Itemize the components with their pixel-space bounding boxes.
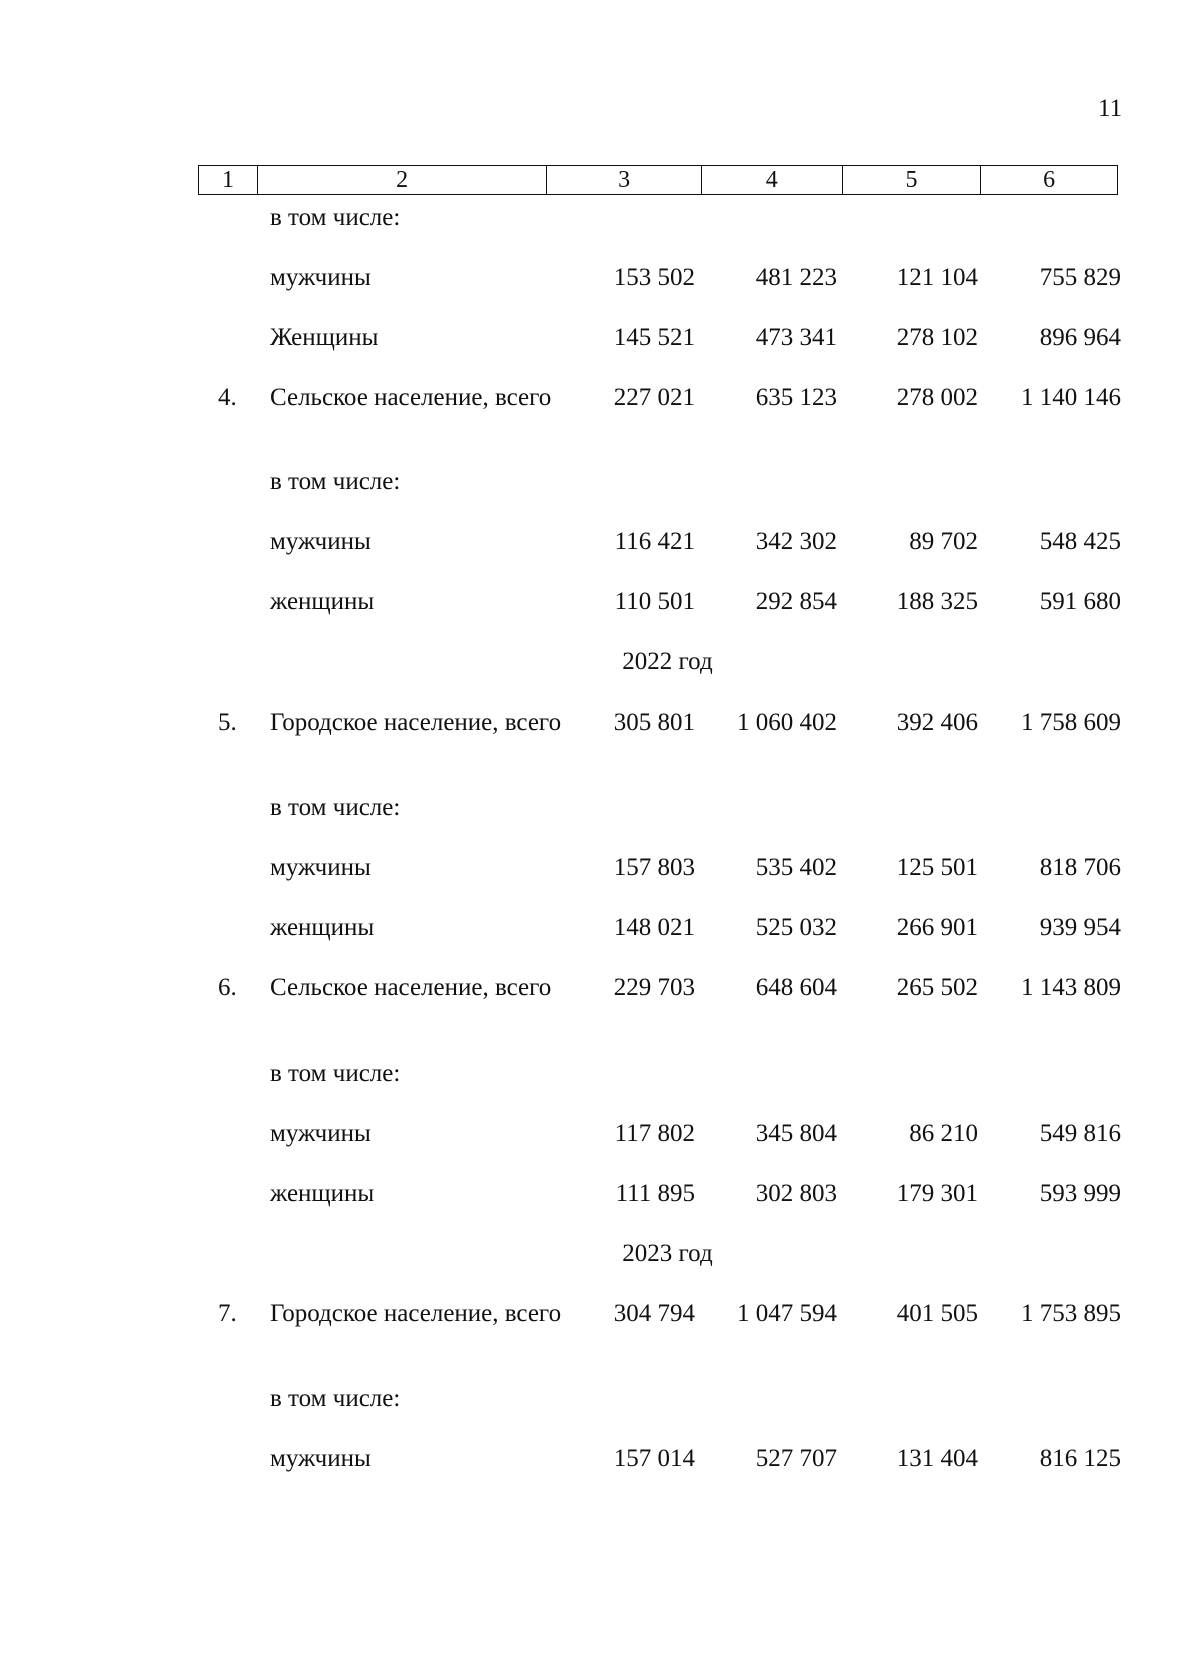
row-label: мужчины (270, 854, 371, 881)
row-label: женщины (270, 1180, 375, 1207)
cell-col-5: 278 102 (896, 324, 978, 351)
cell-col-5: 266 901 (896, 914, 978, 941)
cell-col-3: 227 021 (613, 384, 695, 411)
cell-col-5: 125 501 (896, 854, 978, 881)
cell-col-4: 1 060 402 (737, 709, 837, 736)
cell-col-4: 535 402 (755, 854, 837, 881)
cell-col-4: 302 803 (755, 1180, 837, 1207)
header-col-2: 2 (258, 166, 547, 194)
cell-col-6: 549 816 (1039, 1120, 1121, 1147)
row-number: 4. (218, 384, 237, 411)
cell-col-6: 816 125 (1039, 1445, 1121, 1472)
cell-col-6: 1 753 895 (1021, 1300, 1121, 1327)
cell-col-3: 117 802 (614, 1120, 695, 1147)
cell-col-3: 153 502 (613, 264, 695, 291)
header-col-5: 5 (843, 166, 982, 194)
cell-col-4: 1 047 594 (737, 1300, 837, 1327)
row-label: мужчины (270, 1445, 371, 1472)
row-label: женщины (270, 914, 375, 941)
cell-col-6: 1 140 146 (1021, 384, 1121, 411)
cell-col-5: 278 002 (896, 384, 978, 411)
header-col-6: 6 (1043, 167, 1056, 193)
row-label: мужчины (270, 528, 371, 555)
cell-col-4: 481 223 (755, 264, 837, 291)
row-label: в том числе: (270, 1060, 401, 1087)
cell-col-3: 110 501 (614, 588, 695, 615)
header-col-1: 1 (199, 166, 258, 194)
year-heading: 2022 год (622, 648, 713, 675)
row-number: 5. (218, 709, 237, 736)
cell-col-6: 591 680 (1039, 588, 1121, 615)
cell-col-6: 896 964 (1039, 324, 1121, 351)
cell-col-3: 229 703 (613, 974, 695, 1001)
row-label: в том числе: (270, 794, 401, 821)
cell-col-4: 635 123 (755, 384, 837, 411)
cell-col-5: 265 502 (896, 974, 978, 1001)
cell-col-5: 131 404 (896, 1445, 978, 1472)
cell-col-3: 157 014 (613, 1445, 695, 1472)
row-label: Женщины (270, 324, 379, 351)
row-label: мужчины (270, 1120, 371, 1147)
cell-col-3: 148 021 (613, 914, 695, 941)
header-col-3: 3 (547, 166, 702, 194)
row-label: в том числе: (270, 204, 401, 231)
row-label: женщины (270, 588, 375, 615)
cell-col-5: 401 505 (896, 1300, 978, 1327)
cell-col-5: 188 325 (896, 588, 978, 615)
year-heading: 2023 год (622, 1240, 713, 1267)
cell-col-6: 593 999 (1039, 1180, 1121, 1207)
cell-col-4: 345 804 (755, 1120, 837, 1147)
cell-col-6: 818 706 (1039, 854, 1121, 881)
row-number: 7. (218, 1300, 237, 1327)
header-col-4: 4 (702, 166, 843, 194)
row-label: в том числе: (270, 1385, 401, 1412)
cell-col-6: 939 954 (1039, 914, 1121, 941)
cell-col-6: 755 829 (1039, 264, 1121, 291)
row-label: Сельское население, всего (270, 384, 552, 411)
cell-col-4: 648 604 (755, 974, 837, 1001)
row-label: мужчины (270, 264, 371, 291)
cell-col-3: 145 521 (613, 324, 695, 351)
cell-col-4: 525 032 (755, 914, 837, 941)
row-label: Городское население, всего (270, 709, 562, 736)
cell-col-3: 116 421 (614, 528, 695, 555)
cell-col-5: 86 210 (909, 1120, 978, 1147)
cell-col-4: 527 707 (755, 1445, 837, 1472)
cell-col-5: 89 702 (909, 528, 978, 555)
cell-col-6: 1 143 809 (1021, 974, 1121, 1001)
row-label: Сельское население, всего (270, 974, 552, 1001)
row-label: Городское население, всего (270, 1300, 562, 1327)
cell-col-5: 179 301 (896, 1180, 978, 1207)
cell-col-4: 342 302 (755, 528, 837, 555)
cell-col-6: 548 425 (1039, 528, 1121, 555)
cell-col-3: 305 801 (613, 709, 695, 736)
cell-col-3: 157 803 (613, 854, 695, 881)
page-number: 11 (1098, 95, 1123, 122)
cell-col-5: 392 406 (896, 709, 978, 736)
cell-col-3: 304 794 (613, 1300, 695, 1327)
row-number: 6. (218, 974, 237, 1001)
row-label: в том числе: (270, 468, 401, 495)
cell-col-4: 292 854 (755, 588, 837, 615)
cell-col-3: 111 895 (615, 1180, 695, 1207)
cell-col-5: 121 104 (896, 264, 978, 291)
cell-col-4: 473 341 (755, 324, 837, 351)
cell-col-6: 1 758 609 (1021, 709, 1121, 736)
